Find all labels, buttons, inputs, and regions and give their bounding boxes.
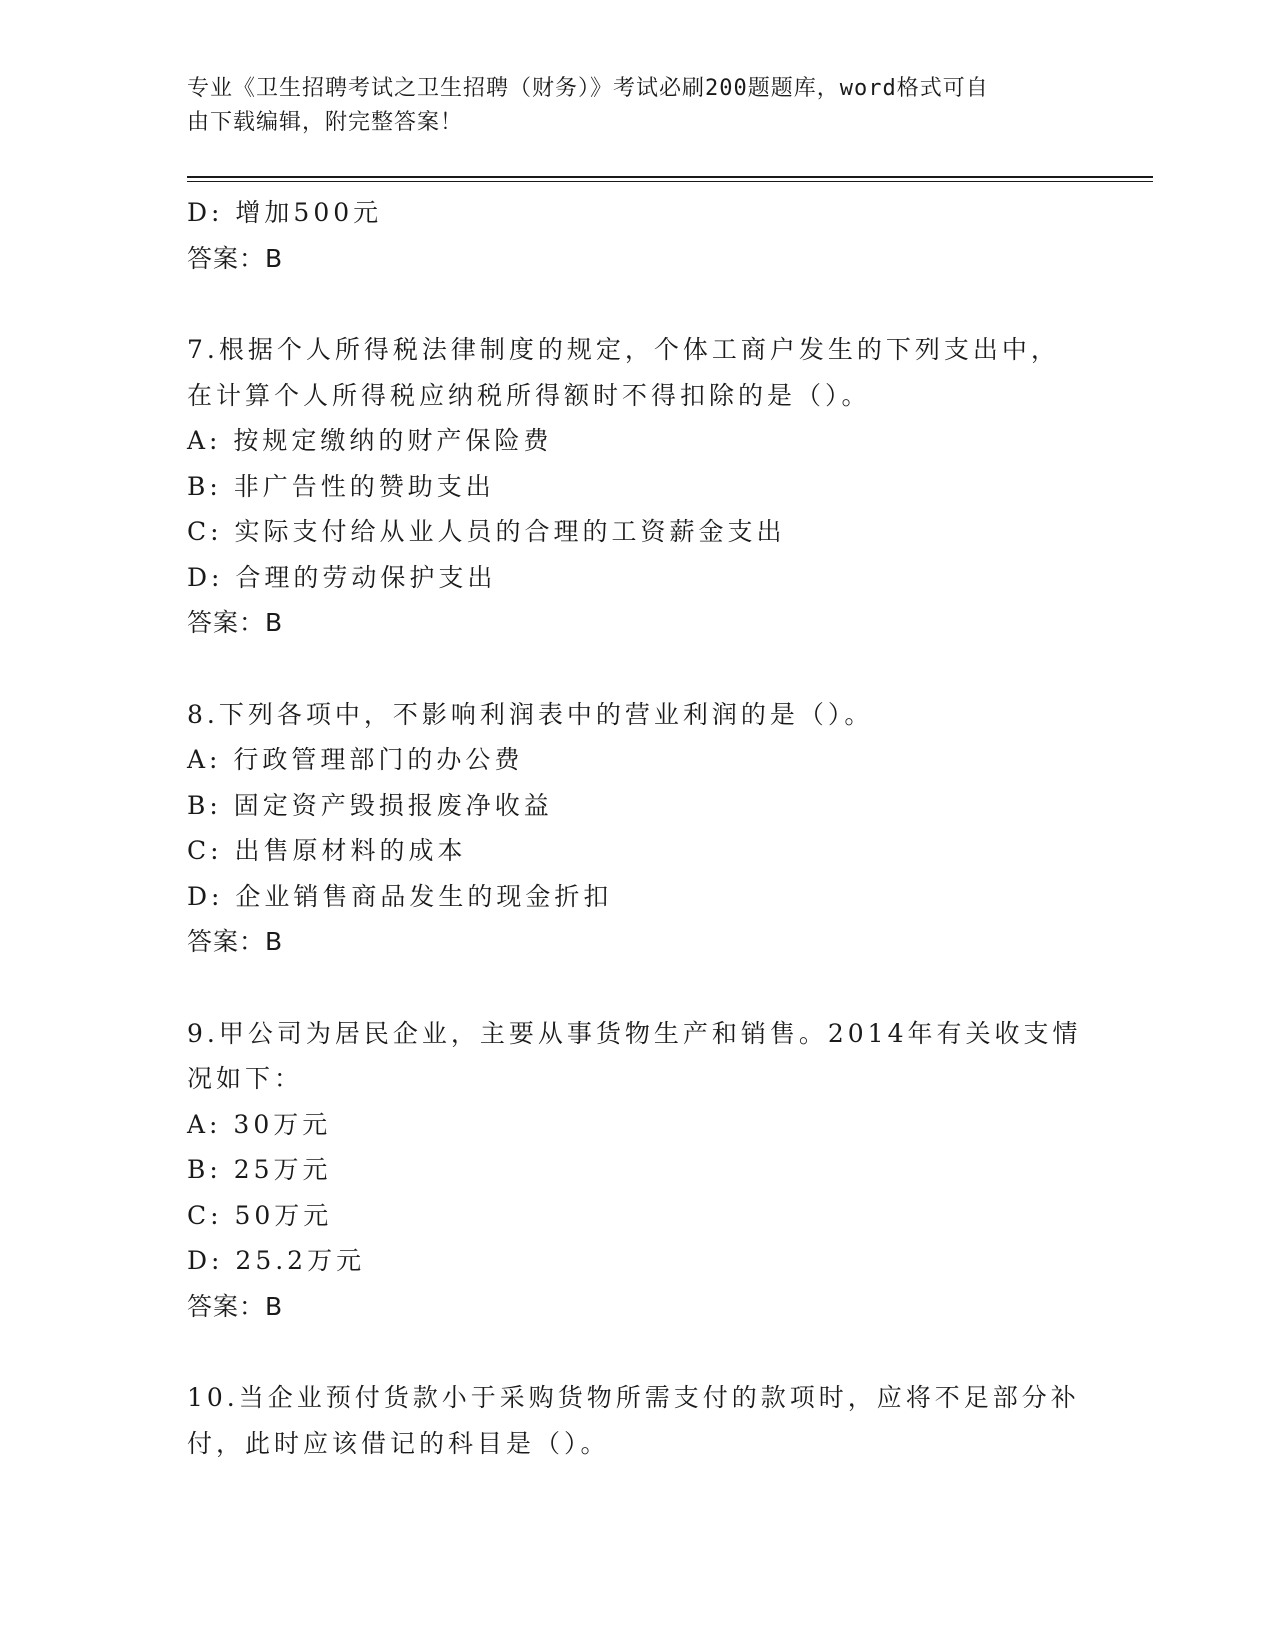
option-a: A: 30万元: [187, 1109, 332, 1139]
answer-line: 答案：B: [187, 608, 284, 637]
question-text: 10.当企业预付货款小于采购货物所需支付的款项时，应将不足部分补: [187, 1383, 1080, 1412]
spacer: [187, 1329, 1087, 1375]
question-9: [187, 1011, 1087, 1330]
answer-line: 答案：B: [187, 927, 284, 956]
option-d: D: 25.2万元: [187, 1246, 366, 1275]
question-text: 付，此时应该借记的科目是（）。: [187, 1428, 610, 1458]
question-text: 在计算个人所得税应纳税所得额时不得扣除的是（）。: [187, 380, 871, 410]
answer-line: 答案：B: [187, 243, 284, 273]
document-body: [187, 190, 1087, 1466]
option-c: C: 实际支付给从业人员的合理的工资薪金支出: [187, 517, 786, 546]
answer-line: 答案：B: [187, 1291, 284, 1321]
option-c: C: 50万元: [187, 1200, 333, 1230]
spacer: [187, 965, 1087, 1011]
carryover-block: [187, 190, 1087, 281]
option-d: D: 合理的劳动保护支出: [187, 562, 497, 592]
question-text: 7.根据个人所得税法律制度的规定，个体工商户发生的下列支出中，: [187, 335, 1060, 364]
document-header: [187, 72, 1067, 140]
question-8: [187, 692, 1087, 965]
option-b: B: 非广告性的赞助支出: [187, 471, 495, 501]
question-7: [187, 327, 1087, 646]
question-text: 况如下：: [187, 1064, 304, 1093]
option-c: C: 出售原材料的成本: [187, 836, 467, 865]
header-line-1: 专业《卫生招聘考试之卫生招聘（财务）》考试必刷200题题库，word格式可自: [187, 76, 989, 101]
question-text: 8.下列各项中，不影响利润表中的营业利润的是（）。: [187, 699, 874, 729]
option-d: D: 企业销售商品发生的现金折扣: [187, 881, 613, 911]
question-10: [187, 1375, 1087, 1466]
spacer: [187, 646, 1087, 692]
header-divider-thin: [187, 181, 1153, 182]
option-b: B: 25万元: [187, 1155, 332, 1184]
header-line-2: 由下载编辑，附完整答案！: [187, 110, 464, 135]
spacer: [187, 281, 1087, 327]
option-a: A: 行政管理部门的办公费: [187, 745, 524, 774]
option-d: D: 增加500元: [187, 198, 383, 227]
header-divider-thick: [187, 176, 1153, 178]
option-b: B: 固定资产毁损报废净收益: [187, 790, 553, 820]
question-text: 9.甲公司为居民企业，主要从事货物生产和销售。2014年有关收支情: [187, 1018, 1082, 1048]
option-a: A: 按规定缴纳的财产保险费: [187, 426, 553, 455]
